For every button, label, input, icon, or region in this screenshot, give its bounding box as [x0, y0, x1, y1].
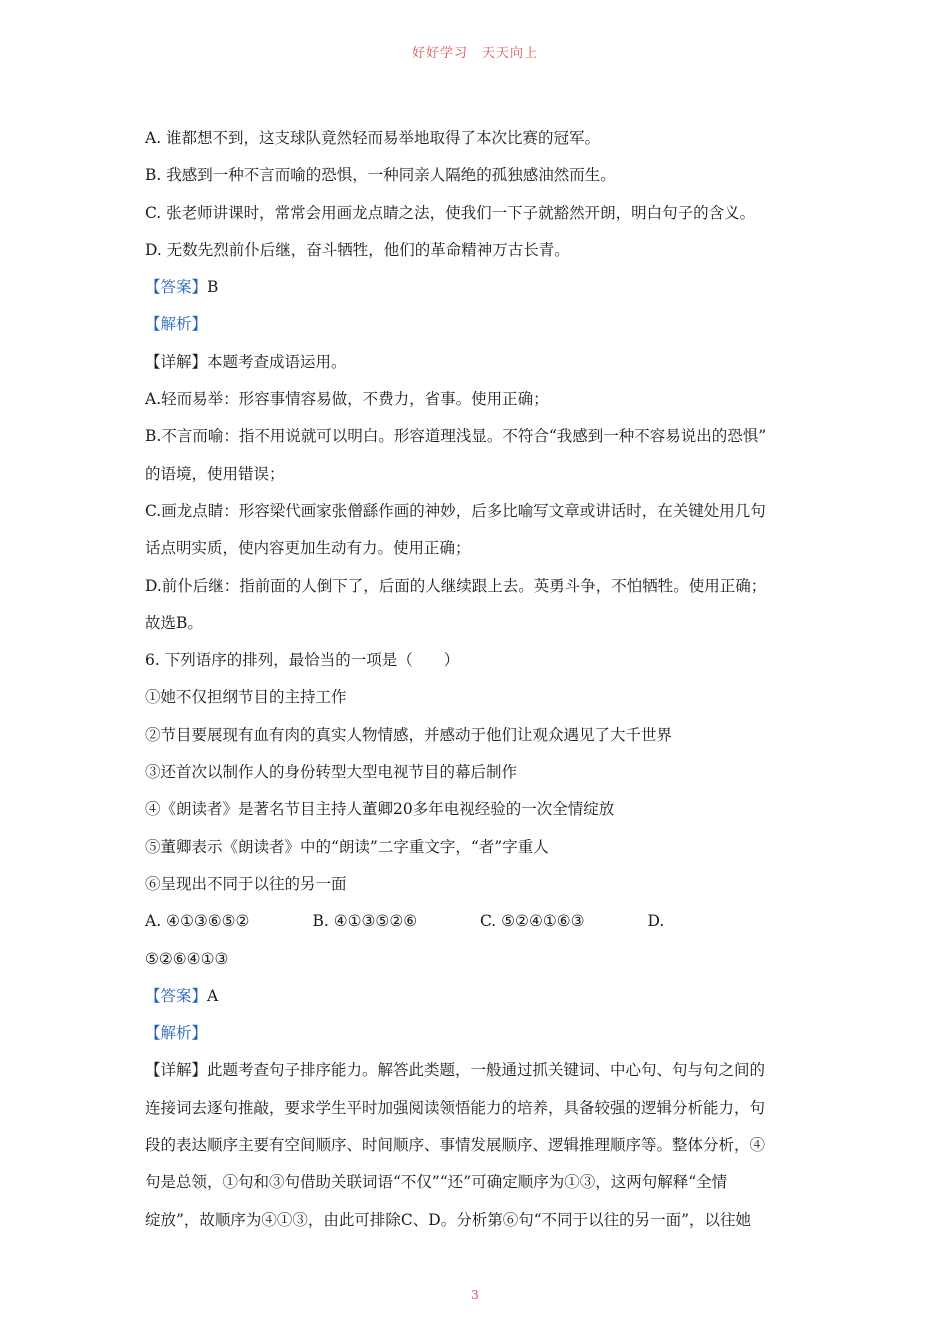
answer-value: B — [207, 278, 219, 297]
detail-text: 本题考查成语运用。 — [207, 352, 347, 371]
choice-c: C. ⑤②④①⑥③ — [480, 912, 585, 931]
option-d: D. 无数先烈前仆后继，奋斗牺牲，他们的革命精神万古长青。 — [145, 240, 570, 259]
answer-2 — [145, 978, 815, 1015]
analysis-1-tag: 【解析】 — [145, 315, 208, 334]
explain-line: D.前仆后继：指前面的人倒下了，后面的人继续跟上去。英勇斗争，不怕牺牲。使用正确； — [145, 576, 767, 595]
detail-line: 连接词去逐句推敲，要求学生平时加强阅读领悟能力的培养，具备较强的逻辑分析能力，句 — [145, 1098, 766, 1117]
detail-text: 此题考查句子排序能力。解答此类题，一般通过抓关键词、中心句、句与句之间的 — [207, 1061, 766, 1080]
choice-a: A. ④①③⑥⑤② — [145, 912, 250, 931]
explain-line: C.画龙点睛：形容梁代画家张僧繇作画的神妙，后多比喻写文章或讲话时，在关键处用几句 — [145, 501, 766, 520]
detail-line: 句是总领，①句和③句借助关联词语“不仅”“还”可确定顺序为①③，这两句解释“全情 — [145, 1173, 728, 1192]
question-6: 6. 下列语序的排列，最恰当的一项是（ ） — [145, 651, 460, 670]
sentence-6: ⑥呈现出不同于以往的另一面 — [145, 874, 347, 893]
option-a: A. 谁都想不到，这支球队竟然轻而易举地取得了本次比赛的冠军。 — [145, 129, 601, 147]
answer-tag: 【答案】 — [145, 278, 208, 297]
answer-1 — [145, 269, 815, 306]
explain-line: B.不言而喻：指不用说就可以明白。形容道理浅显。不符合“我感到一种不容易说出的恐惧” — [145, 427, 767, 446]
explain-line: 的语境，使用错误； — [145, 464, 285, 483]
sentence-5: ⑤董卿表示《朗读者》中的“朗读”二字重文字，“者”字重人 — [145, 837, 549, 856]
detail-line: 段的表达顺序主要有空间顺序、时间顺序、事情发展顺序、逻辑推理顺序等。整体分析，④ — [145, 1136, 766, 1155]
detail-tag: 【详解】 — [145, 352, 208, 371]
sentence-2: ②节目要展现有血有肉的真实人物情感，并感动于他们让观众遇见了大千世界 — [145, 725, 673, 744]
sentence-4: ④《朗读者》是著名节目主持人董卿20多年电视经验的一次全情绽放 — [145, 800, 615, 819]
analysis-2-tag: 【解析】 — [145, 1024, 208, 1043]
explain-line: A.轻而易举：形容事情容易做，不费力，省事。使用正确； — [145, 390, 549, 409]
detail-line: 绽放”，故顺序为④①③，由此可排除C、D。分析第⑥句“不同于以往的另一面”，以往她 — [145, 1210, 752, 1229]
sentence-3: ③还首次以制作人的身份转型大型电视节目的幕后制作 — [145, 763, 518, 782]
page-number: 3 — [471, 1288, 479, 1302]
answer-tag: 【答案】 — [145, 986, 208, 1005]
option-c: C. 张老师讲课时，常常会用画龙点睛之法，使我们一下子就豁然开朗，明白句子的含义。 — [145, 203, 756, 222]
detail-tag: 【详解】 — [145, 1061, 208, 1080]
option-b: B. 我感到一种不言而喻的恐惧，一种同亲人隔绝的孤独感油然而生。 — [145, 166, 616, 185]
choice-d-value: ⑤②⑥④①③ — [145, 949, 229, 968]
document-body — [145, 120, 815, 1239]
choice-d: D. — [647, 912, 665, 931]
choice-b: B. ④①③⑤②⑥ — [312, 912, 418, 931]
sentence-1: ①她不仅担纲节目的主持工作 — [145, 688, 347, 707]
detail-1 — [145, 344, 815, 381]
page-header: 好好学习 天天向上 — [411, 46, 538, 61]
explain-line: 故选B。 — [145, 613, 203, 632]
explain-line: 话点明实质，使内容更加生动有力。使用正确； — [145, 539, 471, 558]
choices-row — [145, 903, 815, 940]
answer-value: A — [207, 986, 219, 1005]
detail-2 — [145, 1052, 815, 1089]
